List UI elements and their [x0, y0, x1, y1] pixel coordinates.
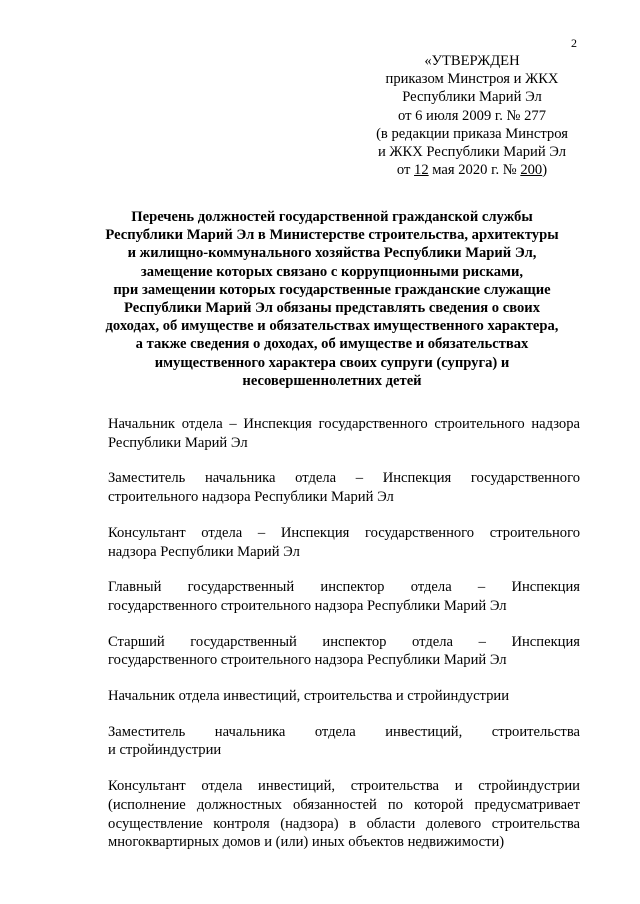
- position-item: [108, 469, 580, 507]
- position-item: [108, 723, 580, 761]
- position-line: Консультант отдела – Инспекция государственного строительного: [108, 524, 580, 541]
- position-line: Республики Марий Эл: [108, 434, 248, 451]
- approval-order-number: 200: [520, 162, 543, 179]
- position-line: государственного строительного надзора Республики Марий Эл: [108, 652, 507, 669]
- approval-line: приказом Минстроя и ЖКХ: [385, 71, 559, 88]
- heading-line: Республики Марий Эл в Министерстве строительства, архитектуры: [105, 227, 559, 244]
- position-line: и стройиндустрии: [108, 742, 222, 759]
- position-line: Консультант отдела инвестиций, строительства и стройиндустрии: [108, 777, 580, 794]
- heading-line: Республики Марий Эл обязаны представлять сведения о своих: [124, 300, 540, 317]
- approval-line: (в редакции приказа Минстроя: [376, 125, 568, 142]
- approval-line: Республики Марий Эл: [402, 89, 542, 106]
- positions-list: [108, 415, 580, 869]
- approval-line-date: [352, 161, 592, 179]
- position-line: Начальник отдела – Инспекция государственного строительного надзора: [108, 416, 580, 432]
- position-line: Заместитель начальника отдела – Инспекция государственного: [108, 470, 580, 487]
- approval-date-day: 12: [414, 162, 429, 179]
- position-line: строительного надзора Республики Марий Эл: [108, 489, 394, 506]
- heading-line: доходах, об имуществе и обязательствах имущественного характера,: [105, 318, 559, 335]
- position-line: многоквартирных домов и (или) иных объектов недвижимости): [108, 834, 505, 851]
- heading-line: замещение которых связано с коррупционными рисками,: [140, 263, 524, 280]
- position-line: (исполнение должностных обязанностей по которой предусматривает: [108, 796, 580, 813]
- approval-date-middle: мая 2020 г. №: [428, 162, 521, 179]
- position-line: Начальник отдела инвестиций, строительства и стройиндустрии: [108, 687, 510, 704]
- position-item: [108, 777, 580, 852]
- position-item: [108, 687, 580, 706]
- approval-date-suffix: ): [542, 162, 548, 179]
- heading-line: при замещении которых государственные гражданские служащие: [113, 281, 551, 298]
- position-item: [108, 415, 580, 453]
- position-line: осуществление контроля (надзора) в области долевого строительства: [108, 815, 580, 832]
- approval-line: от 6 июля 2009 г. № 277: [397, 107, 546, 124]
- heading-line: и жилищно-коммунального хозяйства Республики Марий Эл,: [127, 245, 537, 262]
- approval-stamp: [352, 52, 592, 179]
- heading-line: несовершеннолетних детей: [242, 372, 422, 389]
- position-line: надзора Республики Марий Эл: [108, 543, 300, 560]
- position-item: [108, 524, 580, 562]
- position-item: [108, 578, 580, 616]
- approval-date-prefix: от: [396, 162, 415, 179]
- position-line: государственного строительного надзора Республики Марий Эл: [108, 597, 507, 614]
- heading-line: Перечень должностей государственной гражданской службы: [131, 209, 533, 225]
- position-line: Заместитель начальника отдела инвестиций, строительства: [108, 723, 580, 740]
- heading-line: а также сведения о доходах, об имуществе и обязательствах: [135, 336, 529, 353]
- position-line: Старший государственный инспектор отдела – Инспекция: [108, 633, 580, 650]
- approval-line: и ЖКХ Республики Марий Эл: [377, 144, 567, 161]
- document-heading: [92, 208, 572, 390]
- position-item: [108, 633, 580, 671]
- heading-line: имущественного характера своих супруги (супруга) и: [154, 354, 510, 371]
- approval-line: «УТВЕРЖДЕН: [424, 53, 520, 69]
- page-number: 2: [571, 36, 577, 50]
- position-line: Главный государственный инспектор отдела – Инспекция: [108, 579, 580, 596]
